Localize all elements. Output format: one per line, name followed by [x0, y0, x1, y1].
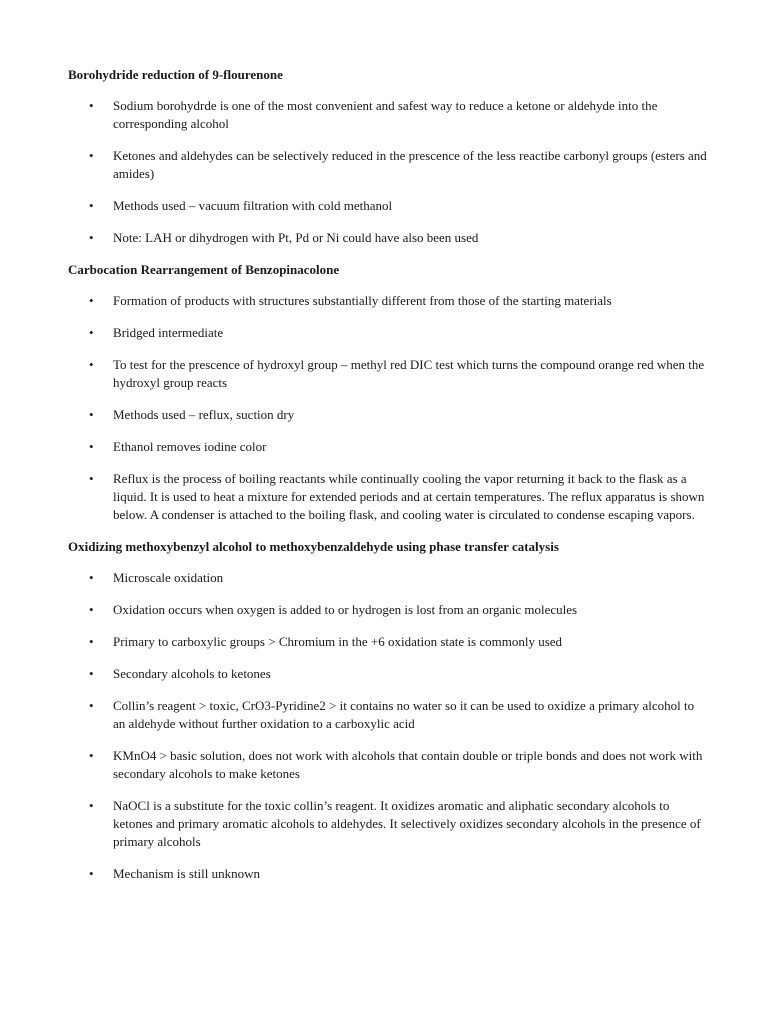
- list-item: [68, 747, 708, 783]
- bullet-list: [68, 292, 708, 524]
- bullet-marker: •: [89, 98, 94, 113]
- list-item: [68, 406, 708, 424]
- list-item-text: Ethanol removes iodine color: [113, 439, 267, 454]
- list-item: [68, 797, 708, 851]
- list-item-text: Bridged intermediate: [113, 325, 224, 340]
- section-heading: Oxidizing methoxybenzyl alcohol to methoxybenzaldehyde using phase transfer catalysis: [68, 539, 559, 554]
- section-carbocation: [68, 261, 708, 524]
- list-item: [68, 697, 708, 733]
- bullet-marker: •: [89, 570, 94, 585]
- list-item-text: Ketones and aldehydes can be selectively reduced in the prescence of the less reactibe carbonyl groups (esters and amides): [113, 148, 707, 181]
- bullet-marker: •: [89, 293, 94, 308]
- list-item: [68, 865, 708, 883]
- bullet-marker: •: [89, 148, 94, 163]
- bullet-marker: •: [89, 439, 94, 454]
- list-item: [68, 229, 708, 247]
- list-item-text: Oxidation occurs when oxygen is added to or hydrogen is lost from an organic molecules: [113, 602, 578, 617]
- list-item-text: To test for the prescence of hydroxyl group – methyl red DIC test which turns the compound orange red when the hydroxyl group reacts: [113, 357, 705, 390]
- list-item-text: KMnO4 > basic solution, does not work with alcohols that contain double or triple bonds and does not work with secondary alcohols to make ketones: [113, 748, 703, 781]
- list-item-text: Secondary alcohols to ketones: [113, 666, 271, 681]
- section-heading: Borohydride reduction of 9-flourenone: [68, 67, 283, 82]
- bullet-marker: •: [89, 666, 94, 681]
- list-item-text: Sodium borohydrde is one of the most convenient and safest way to reduce a ketone or aldehyde into the corresponding alcohol: [113, 98, 658, 131]
- bullet-list: [68, 97, 708, 247]
- list-item: [68, 470, 708, 524]
- bullet-marker: •: [89, 866, 94, 881]
- list-item: [68, 601, 708, 619]
- list-item-text: Reflux is the process of boiling reactants while continually cooling the vapor returning it back to the flask as a liquid. It is used to heat a mixture for extended periods and at certain temperatures. The reflux apparatus is shown below. A condenser is attached to the boiling flask, and cooling water is circulated to condense escaping vapors.: [113, 471, 705, 522]
- section-oxidation: [68, 538, 708, 883]
- list-item-text: Note: LAH or dihydrogen with Pt, Pd or Ni could have also been used: [113, 230, 479, 245]
- list-item-text: NaOCl is a substitute for the toxic collin’s reagent. It oxidizes aromatic and aliphatic secondary alcohols to ketones and primary aromatic alcohols to aldehydes. It selectively oxidizes secondary alcohols in the presence of primary alcohols: [113, 798, 701, 849]
- bullet-marker: •: [89, 471, 94, 486]
- list-item-text: Primary to carboxylic groups > Chromium in the +6 oxidation state is commonly used: [113, 634, 563, 649]
- list-item-text: Collin’s reagent > toxic, CrO3-Pyridine2 > it contains no water so it can be used to oxidize a primary alcohol to an aldehyde without further oxidation to a carboxylic acid: [113, 698, 695, 731]
- list-item-text: Microscale oxidation: [113, 570, 224, 585]
- list-item-text: Mechanism is still unknown: [113, 866, 260, 881]
- bullet-marker: •: [89, 634, 94, 649]
- list-item: [68, 197, 708, 215]
- bullet-marker: •: [89, 798, 94, 813]
- bullet-marker: •: [89, 698, 94, 713]
- bullet-marker: •: [89, 230, 94, 245]
- list-item: [68, 292, 708, 310]
- list-item: [68, 147, 708, 183]
- section-heading: Carbocation Rearrangement of Benzopinacolone: [68, 262, 340, 277]
- list-item-text: Formation of products with structures substantially different from those of the starting materials: [113, 293, 612, 308]
- list-item: [68, 356, 708, 392]
- list-item: [68, 665, 708, 683]
- list-item-text: Methods used – vacuum filtration with cold methanol: [113, 198, 393, 213]
- bullet-marker: •: [89, 407, 94, 422]
- bullet-marker: •: [89, 357, 94, 372]
- bullet-list: [68, 569, 708, 883]
- list-item: [68, 438, 708, 456]
- bullet-marker: •: [89, 748, 94, 763]
- section-borohydride: [68, 66, 708, 247]
- list-item-text: Methods used – reflux, suction dry: [113, 407, 295, 422]
- list-item: [68, 324, 708, 342]
- list-item: [68, 569, 708, 587]
- list-item: [68, 97, 708, 133]
- bullet-marker: •: [89, 198, 94, 213]
- bullet-marker: •: [89, 325, 94, 340]
- list-item: [68, 633, 708, 651]
- bullet-marker: •: [89, 602, 94, 617]
